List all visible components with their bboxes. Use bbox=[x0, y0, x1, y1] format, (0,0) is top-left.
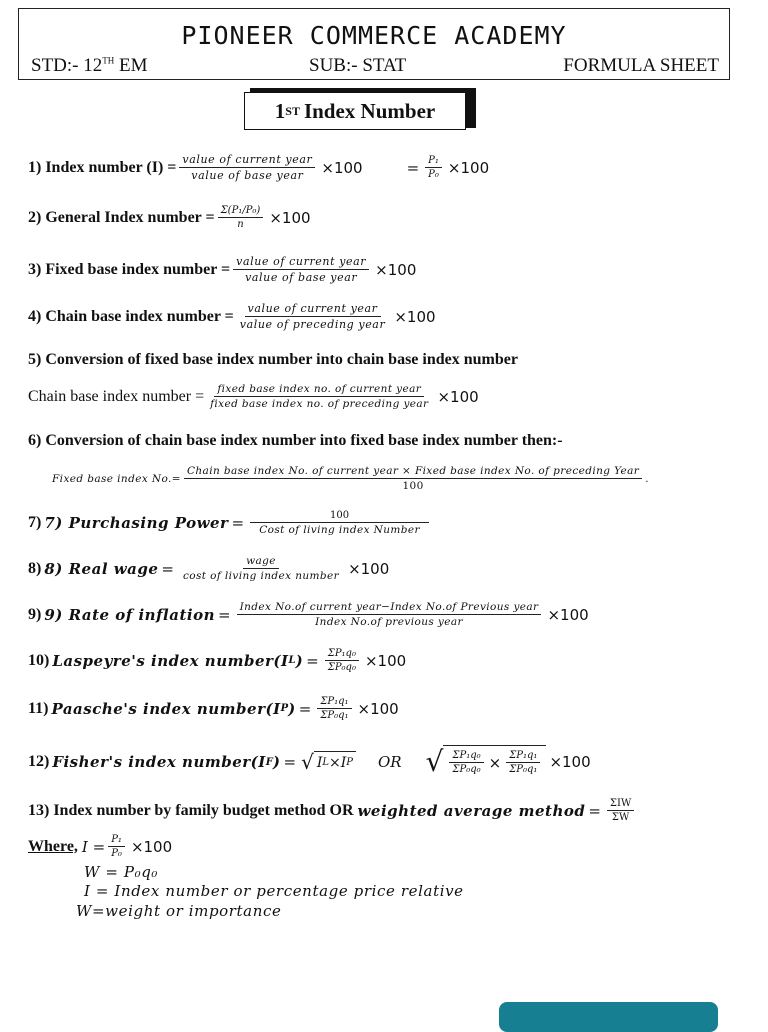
formula-9: 9) 9) Rate of inflation = $\frac{\text{Index No.of current year−Index No.of Previous year}}{\text{Index No.of previous year}}$ ×100 bbox=[28, 601, 589, 628]
where-line-3: I = Index number or percentage price relative bbox=[84, 882, 464, 900]
teal-button[interactable] bbox=[499, 1002, 718, 1032]
formula-7: 7) 7) Purchasing Power = $\frac{100}{\text{Cost of living index Number}}$ bbox=[28, 510, 432, 536]
header-box bbox=[18, 8, 730, 80]
subject-label: SUB:- STAT bbox=[309, 55, 407, 76]
where-line-1: Where, I = $\frac{\text{P₁}}{\text{P₀}}$ ×100 bbox=[28, 834, 173, 859]
formula-13: 13) Index number by family budget method OR weighted average method = $\frac{\text{ΣIW}}{\Sigma W}$ bbox=[28, 798, 637, 823]
fisher-root-expanded: √ $\frac{\text{ΣP₁q₀}}{\text{ΣP₀q₀}}$ × $\frac{\text{ΣP₁q₁}}{\text{ΣP₀q₁}}$ bbox=[426, 745, 547, 779]
formula-6: Fixed base index No.= Chain base index No. of current year × Fixed base index No. of preceding Year 100 . bbox=[52, 465, 649, 492]
where-line-4: W=weight or importance bbox=[76, 902, 282, 920]
title-box: 1 ST Index Number bbox=[244, 92, 466, 130]
formula-12: 12) Fisher's index number(I F ) = √ I L × I P OR √ $\frac{\text{ΣP₁q₀}}{\text{ΣP₀q₀}}$ × $\frac{\text{ΣP₁q₁}}{\text{ΣP₀q₁}}$ ×100 bbox=[28, 745, 591, 778]
formula-5: Chain base index number = $\frac{\text{fixed base index no. of current year}}{\text{fixed base index no. of preceding year}}$ ×100 bbox=[28, 383, 479, 410]
formula-11: 11) Paasche's index number(I P ) = $\frac{\text{ΣP₁q₁}}{\text{ΣP₀q₁}}$ ×100 bbox=[28, 696, 399, 721]
formula-3: 3) Fixed base index number = $\frac{\text{value of current year}}{\text{value of base year}}$ ×100 bbox=[28, 255, 417, 284]
formula-2: 2) General Index number = $\frac{\text{Σ(P₁/P₀)}}{n}$ ×100 bbox=[28, 205, 311, 230]
formula-6-heading: 6) Conversion of chain base index number into fixed base index number then:- bbox=[28, 432, 563, 449]
section-title bbox=[244, 88, 476, 134]
sheet-label: FORMULA SHEET bbox=[563, 55, 719, 76]
standard-label: STD:- 12TH EM bbox=[31, 55, 148, 76]
formula-5-heading: 5) Conversion of fixed base index number into chain base index number bbox=[28, 351, 518, 368]
where-line-2: W = P₀q₀ bbox=[84, 863, 159, 881]
academy-name: PIONEER COMMERCE ACADEMY bbox=[181, 21, 567, 50]
formula-10: 10) Laspeyre's index number(I L ) = $\frac{\text{ΣP₁q₀}}{\text{ΣP₀q₀}}$ ×100 bbox=[28, 648, 407, 673]
formula-1: 1) Index number (I) = $\frac{\text{value of current year}}{\text{value of base year}}$ ×100 = $\frac{\text{P₁}}{\text{P₀}}$ ×100 bbox=[28, 153, 490, 182]
formula-8: 8) 8) Real wage = $\frac{\text{wage}}{\text{cost of living index number}}$ ×100 bbox=[28, 555, 390, 582]
fisher-root: √ I L × I P bbox=[301, 751, 356, 773]
formula-4: 4) Chain base index number = $\frac{\text{value of current year}}{\text{value of preceding year}}$ ×100 bbox=[28, 302, 436, 331]
